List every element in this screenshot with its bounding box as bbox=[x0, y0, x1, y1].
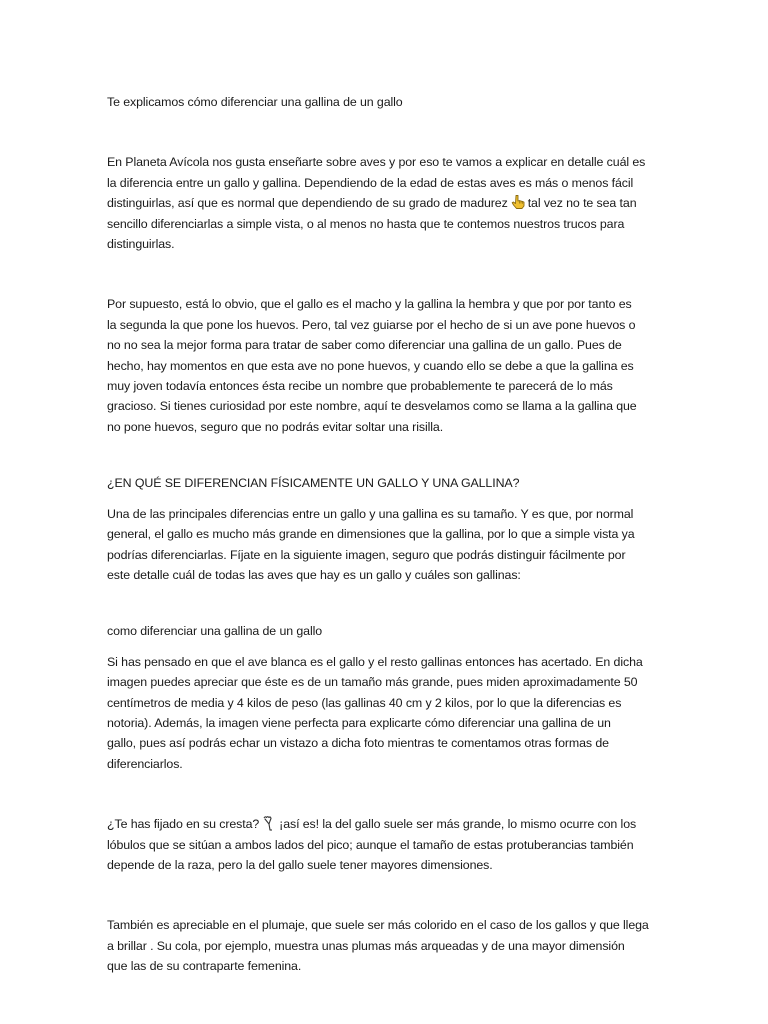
text-line: podrías diferenciarlas. Fíjate en la siguiente imagen, seguro que podrás distinguir fácilmente por bbox=[107, 547, 626, 562]
text-line: Si has pensado en que el ave blanca es el gallo y el resto gallinas entonces has acertado. En dicha bbox=[107, 654, 643, 669]
text-line: ¿Te has fijado en su cresta? ¡así es! la del gallo suele ser más grande, lo mismo ocurre con los bbox=[107, 817, 637, 832]
section-heading: ¿EN QUÉ SE DIFERENCIAN FÍSICAMENTE UN GALLO Y UNA GALLINA? bbox=[107, 476, 520, 491]
text-line: general, el gallo es mucho más grande en dimensiones que la gallina, por lo que a simple vista ya bbox=[107, 527, 635, 542]
text-line: diferenciarlos. bbox=[107, 756, 183, 771]
paragraph-size bbox=[107, 504, 667, 586]
text-line: no pone huevos, seguro que no podrás evitar soltar una risilla. bbox=[107, 419, 444, 434]
paragraph-white-bird bbox=[107, 652, 667, 774]
image-caption: como diferenciar una gallina de un gallo bbox=[107, 624, 323, 639]
text-line: que las de su contraparte femenina. bbox=[107, 959, 302, 974]
text-line: hecho, hay momentos en que esta ave no pone huevos, y cuando ello se debe a que la gallina es bbox=[107, 358, 634, 373]
text-line: lóbulos que se sitúan a ambos lados del pico; aunque el tamaño de estas protuberancias también bbox=[107, 837, 634, 852]
text-line: notoria). Además, la imagen viene perfecta para explicarte cómo diferenciar una gallina de un bbox=[107, 715, 611, 730]
text-line: depende de la raza, pero la del gallo suele tener mayores dimensiones. bbox=[107, 857, 493, 872]
text-line: sencillo diferenciarlas a simple vista, o al menos no hasta que te contemos nuestros trucos para bbox=[107, 216, 625, 231]
text-line: Por supuesto, está lo obvio, que el gallo es el macho y la gallina la hembra y que por por tanto es bbox=[107, 297, 632, 312]
hand-pointing-icon bbox=[510, 194, 526, 210]
text-line: imagen puedes apreciar que éste es de un tamaño más grande, pues miden aproximadamente 50 bbox=[107, 675, 638, 690]
text-line: a brillar . Su cola, por ejemplo, muestra unas plumas más arqueadas y de una mayor dimensión bbox=[107, 938, 625, 953]
text-line: no no sea la mejor forma para tratar de saber como diferenciar una gallina de un gallo. Pues de bbox=[107, 338, 622, 353]
text-line: la segunda la que pone los huevos. Pero, tal vez guiarse por el hecho de si un ave pone huevos o bbox=[107, 317, 636, 332]
text-line: gracioso. Si tienes curiosidad por este nombre, aquí te desvelamos como se llama a la gallina que bbox=[107, 399, 637, 414]
paragraph-obvious bbox=[107, 294, 667, 437]
text-line: gallo, pues así podrás echar un vistazo a dicha foto mientras te comentamos otras formas de bbox=[107, 736, 609, 751]
paragraph-intro bbox=[107, 152, 667, 254]
text-line: También es apreciable en el plumaje, que suele ser más colorido en el caso de los gallos y que llega bbox=[107, 918, 649, 933]
document-page bbox=[107, 92, 667, 977]
paragraph-plumage bbox=[107, 915, 667, 976]
paragraph-crest bbox=[107, 814, 667, 875]
text-line: distinguirlas. bbox=[107, 237, 175, 252]
text-line: centímetros de media y 4 kilos de peso (las gallinas 40 cm y 2 kilos, por lo que la diferencias es bbox=[107, 695, 622, 710]
text-line: distinguirlas, así que es normal que dependiendo de su grado de madurez tal vez no te sea tan bbox=[107, 196, 637, 211]
text-line: En Planeta Avícola nos gusta enseñarte sobre aves y por eso te vamos a explicar en detalle cuál es bbox=[107, 155, 646, 170]
text-line: Una de las principales diferencias entre un gallo y una gallina es su tamaño. Y es que, por normal bbox=[107, 506, 634, 521]
text-line: este detalle cuál de todas las aves que hay es un gallo y cuáles son gallinas: bbox=[107, 567, 521, 582]
text-line: la diferencia entre un gallo y gallina. Dependiendo de la edad de estas aves es más o menos fácil bbox=[107, 175, 634, 190]
document-title: Te explicamos cómo diferenciar una gallina de un gallo bbox=[107, 95, 403, 109]
rooster-crest-icon bbox=[261, 815, 277, 831]
text-line: muy joven todavía entonces ésta recibe un nombre que probablemente te parecerá de lo más bbox=[107, 379, 613, 394]
